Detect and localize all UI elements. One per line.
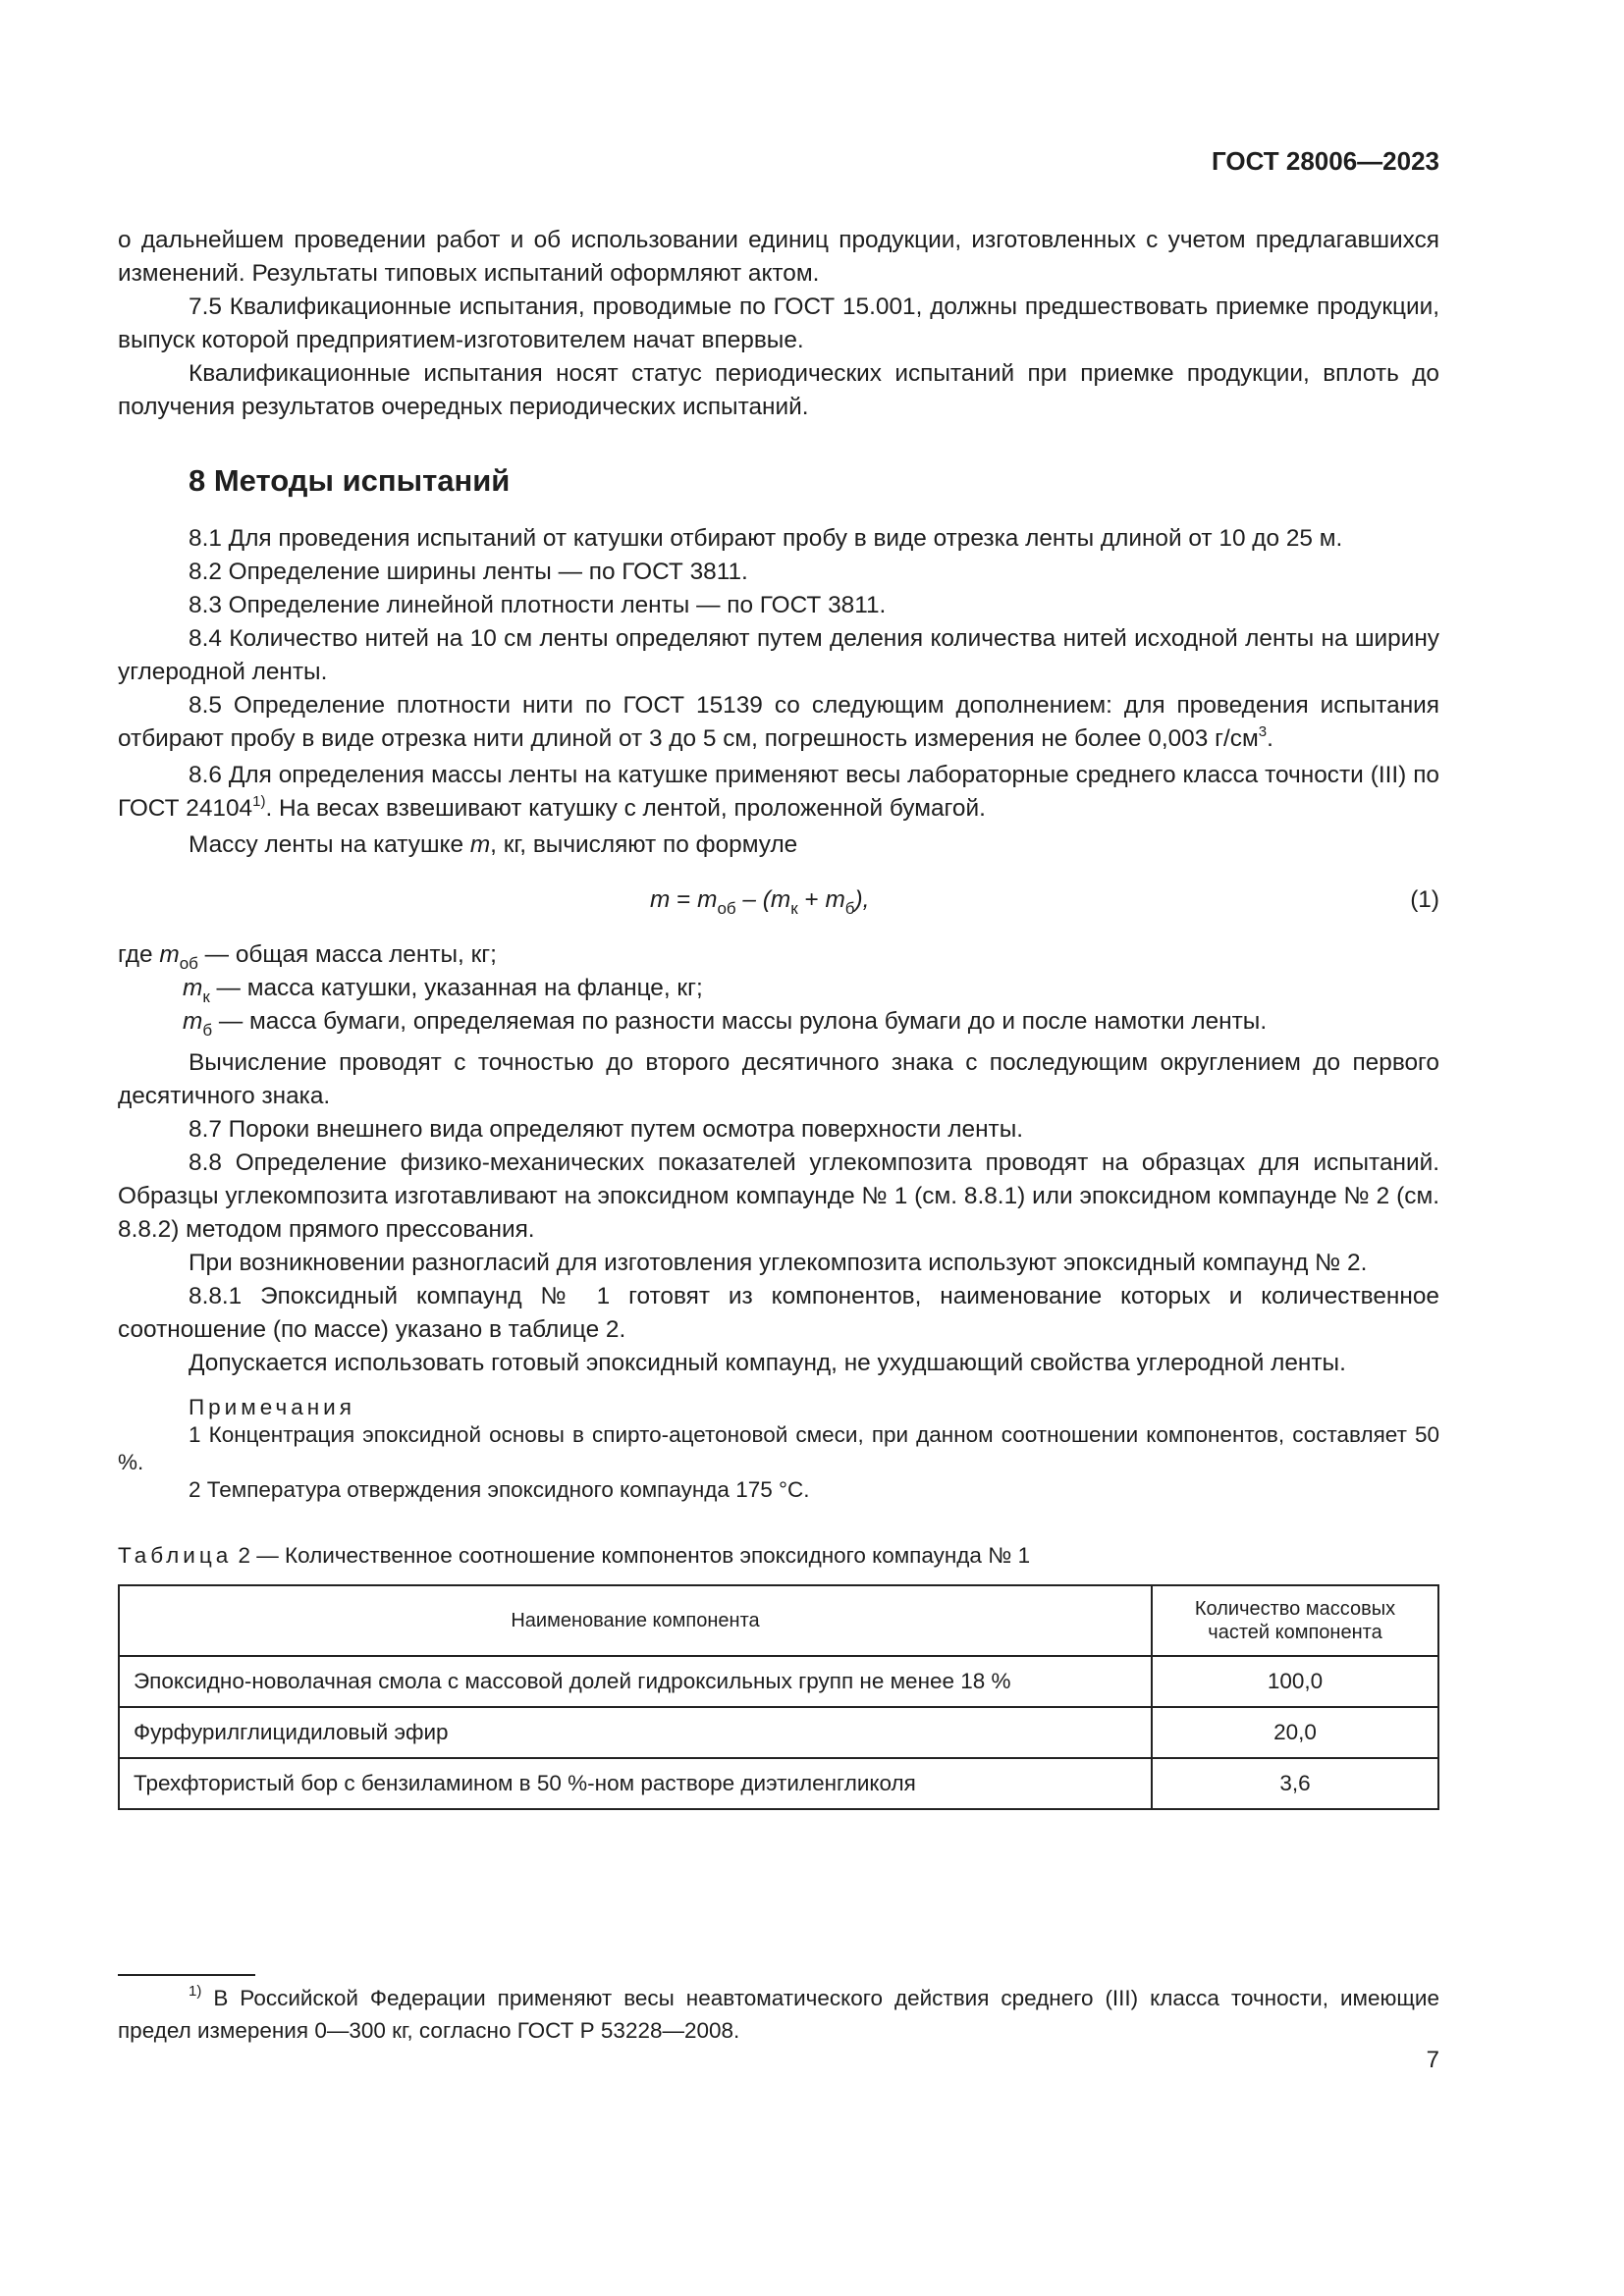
formula-minus: – ( <box>735 886 771 913</box>
legend-subscript: об <box>179 954 198 973</box>
paragraph-8-5-text: 8.5 Определение плотности нити по ГОСТ 15139 со следующим дополнением: для проведения испытания отбирают пробу в виде отрезка нити длиной от 3 до 5 см, погрешность измерения не более 0,003 г/см <box>118 692 1439 752</box>
table-cell-name: Фурфурилглицидиловый эфир <box>119 1707 1152 1758</box>
formula-close: ), <box>854 886 870 913</box>
note-1: 1 Концентрация эпоксидной основы в спирто-ацетоновой смеси, при данном соотношении компонентов, составляет 50 %. <box>118 1422 1439 1474</box>
paragraph-7-5: 7.5 Квалификационные испытания, проводимые по ГОСТ 15.001, должны предшествовать приемке продукции, выпуск которой предприятием-изготовителем начат впервые. <box>118 294 1439 353</box>
table-cell-name: Эпоксидно-новолачная смола с массовой долей гидроксильных групп не менее 18 % <box>119 1656 1152 1707</box>
table-row <box>119 1707 1438 1758</box>
formula-legend <box>118 938 1439 1039</box>
legend-symbol: m <box>183 1008 203 1035</box>
section-heading: 8 Методы испытаний <box>189 463 511 498</box>
legend-symbol: m <box>183 975 203 1001</box>
table-caption-text: 2 — Количественное соотношение компонентов эпоксидного компаунда № 1 <box>232 1543 1031 1568</box>
formula-m-b: m <box>825 886 845 913</box>
legend-subscript: к <box>202 988 210 1006</box>
column-header-name: Наименование компонента <box>119 1585 1152 1656</box>
legend-text: — общая масса ленты, кг; <box>197 941 497 968</box>
paragraph-8-5 <box>118 689 1439 759</box>
legend-subscript: б <box>202 1021 213 1040</box>
paragraph-qualification: Квалификационные испытания носят статус периодических испытаний при приемке продукции, вплоть до получения результатов очередных периодических испытаний. <box>118 360 1439 420</box>
paragraph-calculation: Вычисление проводят с точностью до второго десятичного знака с последующим округлением до первого десятичного знака. <box>118 1049 1439 1109</box>
footnote-mark: 1) <box>189 1983 202 2000</box>
paragraph-8-6 <box>118 759 1439 828</box>
paragraph-8-2: 8.2 Определение ширины ленты — по ГОСТ 3811. <box>189 559 748 585</box>
document-id: ГОСТ 28006—2023 <box>1212 146 1439 176</box>
page-body <box>118 224 1439 1810</box>
paragraph-8-6-text-b: . На весах взвешивают катушку с лентой, проложенной бумагой. <box>265 795 986 822</box>
table-cell-value: 100,0 <box>1152 1656 1438 1707</box>
table-row <box>119 1656 1438 1707</box>
formula-number: (1) <box>1410 886 1439 913</box>
table-cell-name: Трехфтористый бор с бензиламином в 50 %-ном растворе диэтиленгликоля <box>119 1758 1152 1809</box>
legend-lead: где <box>118 941 160 968</box>
mass-text-b: , кг, вычисляют по формуле <box>490 831 798 858</box>
paragraph-8-8-1: 8.8.1 Эпоксидный компаунд № 1 готовят из компонентов, наименование которых и количественное соотношение (по массе) указано в таблице 2. <box>118 1283 1439 1343</box>
footnote-ref: 1) <box>252 793 266 810</box>
table-cell-value: 3,6 <box>1152 1758 1438 1809</box>
page-number: 7 <box>1426 2047 1439 2073</box>
paragraph-mass <box>118 828 1439 862</box>
footnote-separator <box>118 1974 255 1976</box>
legend-text: — масса катушки, указанная на фланце, кг; <box>209 975 703 1001</box>
paragraph-disagreement: При возникновении разногласий для изготовления углекомпозита используют эпоксидный компаунд № 2. <box>189 1250 1368 1276</box>
formula-m-ob: m <box>697 886 718 913</box>
notes-block <box>118 1394 1439 1504</box>
paragraph-continuation: о дальнейшем проведении работ и об использовании единиц продукции, изготовленных с учетом предлагавшихся изменений. Результаты типовых испытаний оформляют актом. <box>118 227 1439 287</box>
formula-plus: + <box>797 886 826 913</box>
formula-expression <box>650 883 869 919</box>
paragraph-8-1: 8.1 Для проведения испытаний от катушки отбирают пробу в виде отрезка ленты длиной от 10 до 25 м. <box>189 525 1343 552</box>
footnote-text: В Российской Федерации применяют весы неавтоматического действия среднего (III) класса точности, имеющие предел измерения 0—300 кг, согласно ГОСТ Р 53228—2008. <box>118 1986 1439 2043</box>
table-caption <box>118 1539 1439 1573</box>
formula-eq: = <box>670 886 698 913</box>
table-cell-value: 20,0 <box>1152 1707 1438 1758</box>
paragraph-allowed: Допускается использовать готовый эпоксидный компаунд, не ухудшающий свойства углеродной ленты. <box>189 1350 1346 1376</box>
legend-row-b <box>118 1005 1439 1039</box>
table-header-row <box>119 1585 1438 1656</box>
formula-sub-b: б <box>844 899 855 918</box>
paragraph-8-6-text-a: 8.6 Для определения массы ленты на катушке применяют весы лабораторные среднего класса точности (III) по ГОСТ 24104 <box>118 762 1439 822</box>
components-table <box>118 1584 1439 1810</box>
paragraph-8-4: 8.4 Количество нитей на 10 см ленты определяют путем деления количества нитей исходной ленты на ширину углеродной ленты. <box>118 625 1439 685</box>
paragraph-8-3: 8.3 Определение линейной плотности ленты — по ГОСТ 3811. <box>189 592 887 618</box>
formula-sub-ob: об <box>717 899 736 918</box>
legend-row-ob <box>118 938 1439 972</box>
formula-m: m <box>650 886 671 913</box>
paragraph-8-7: 8.7 Пороки внешнего вида определяют путем осмотра поверхности ленты. <box>189 1116 1024 1143</box>
superscript-3: 3 <box>1258 723 1268 740</box>
paragraph-8-5-end: . <box>1267 725 1273 752</box>
formula-m-k: m <box>770 886 791 913</box>
formula-sub-k: к <box>790 899 798 918</box>
notes-title: Примечания <box>189 1395 355 1419</box>
mass-symbol: m <box>469 831 491 858</box>
note-2: 2 Температура отверждения эпоксидного компаунда 175 °С. <box>189 1477 810 1502</box>
column-header-quantity: Количество массовых частей компонента <box>1152 1585 1438 1656</box>
legend-text: — масса бумаги, определяемая по разности массы рулона бумаги до и после намотки ленты. <box>212 1008 1268 1035</box>
table-caption-word: Таблица <box>118 1543 233 1568</box>
legend-symbol: m <box>159 941 180 968</box>
table-row <box>119 1758 1438 1809</box>
mass-text-a: Массу ленты на катушке <box>189 831 470 858</box>
formula-1 <box>118 883 1439 921</box>
paragraph-8-8: 8.8 Определение физико-механических показателей углекомпозита проводят на образцах для испытаний. Образцы углекомпозита изготавливают на эпоксидном компаунде № 1 (см. 8.8.1) или эпоксидном компаунде № 2 (см. 8.8.2) методом прямого прессования. <box>118 1149 1439 1243</box>
footnote <box>118 1984 1439 2046</box>
legend-row-k <box>118 972 1439 1005</box>
